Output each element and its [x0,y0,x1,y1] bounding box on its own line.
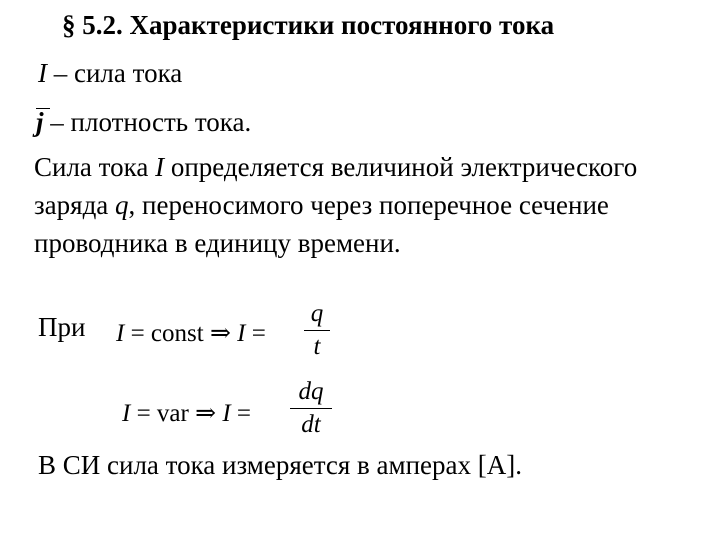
paragraph-symbol-q: q [115,190,129,220]
formula-var-lhs: I [122,400,131,427]
formula-const-rhs-eq: = [245,320,266,347]
definition-density [36,107,251,138]
fraction-q-over-t [304,300,330,361]
formula-var [122,398,251,428]
si-unit-line: В СИ сила тока измеряется в амперах [А]. [38,450,522,480]
definition-current-text: – сила тока [47,58,183,88]
fraction-bar [290,408,332,409]
fraction-numerator: dq [298,378,324,405]
pri-label: При [38,312,86,342]
paragraph-symbol-i: I [155,152,165,182]
current-paragraph [34,148,694,262]
formula-const-lhs: I [116,320,125,347]
formula-const-eq: = const [124,320,210,347]
definition-density-text: – плотность тока. [43,107,252,137]
fraction-denominator: dt [301,411,321,438]
fraction-bar [304,330,330,331]
fraction-dq-over-dt [290,378,332,439]
formula-const [116,318,266,348]
symbol-density: j [36,107,44,137]
formula-var-rhs: I [222,400,231,427]
fraction-numerator: q [310,300,324,327]
formula-const-rhs: I [237,320,246,347]
paragraph-text-1: Сила тока [34,152,156,182]
formula-var-rhs-eq: = [230,400,251,427]
section-heading: § 5.2. Характеристики постоянного тока [62,10,555,40]
implies-arrow-icon: ⇒ [195,400,217,427]
formula-var-eq: = var [130,400,196,427]
symbol-current: I [38,58,47,88]
implies-arrow-icon: ⇒ [209,320,231,347]
paragraph-text-3: , переносимого через поперечное сечение проводника в единицу времени. [34,190,609,258]
paragraph-text-2: определяется величиной электрического заряда [34,152,638,220]
definition-current [38,58,182,89]
fraction-denominator: t [313,333,321,360]
